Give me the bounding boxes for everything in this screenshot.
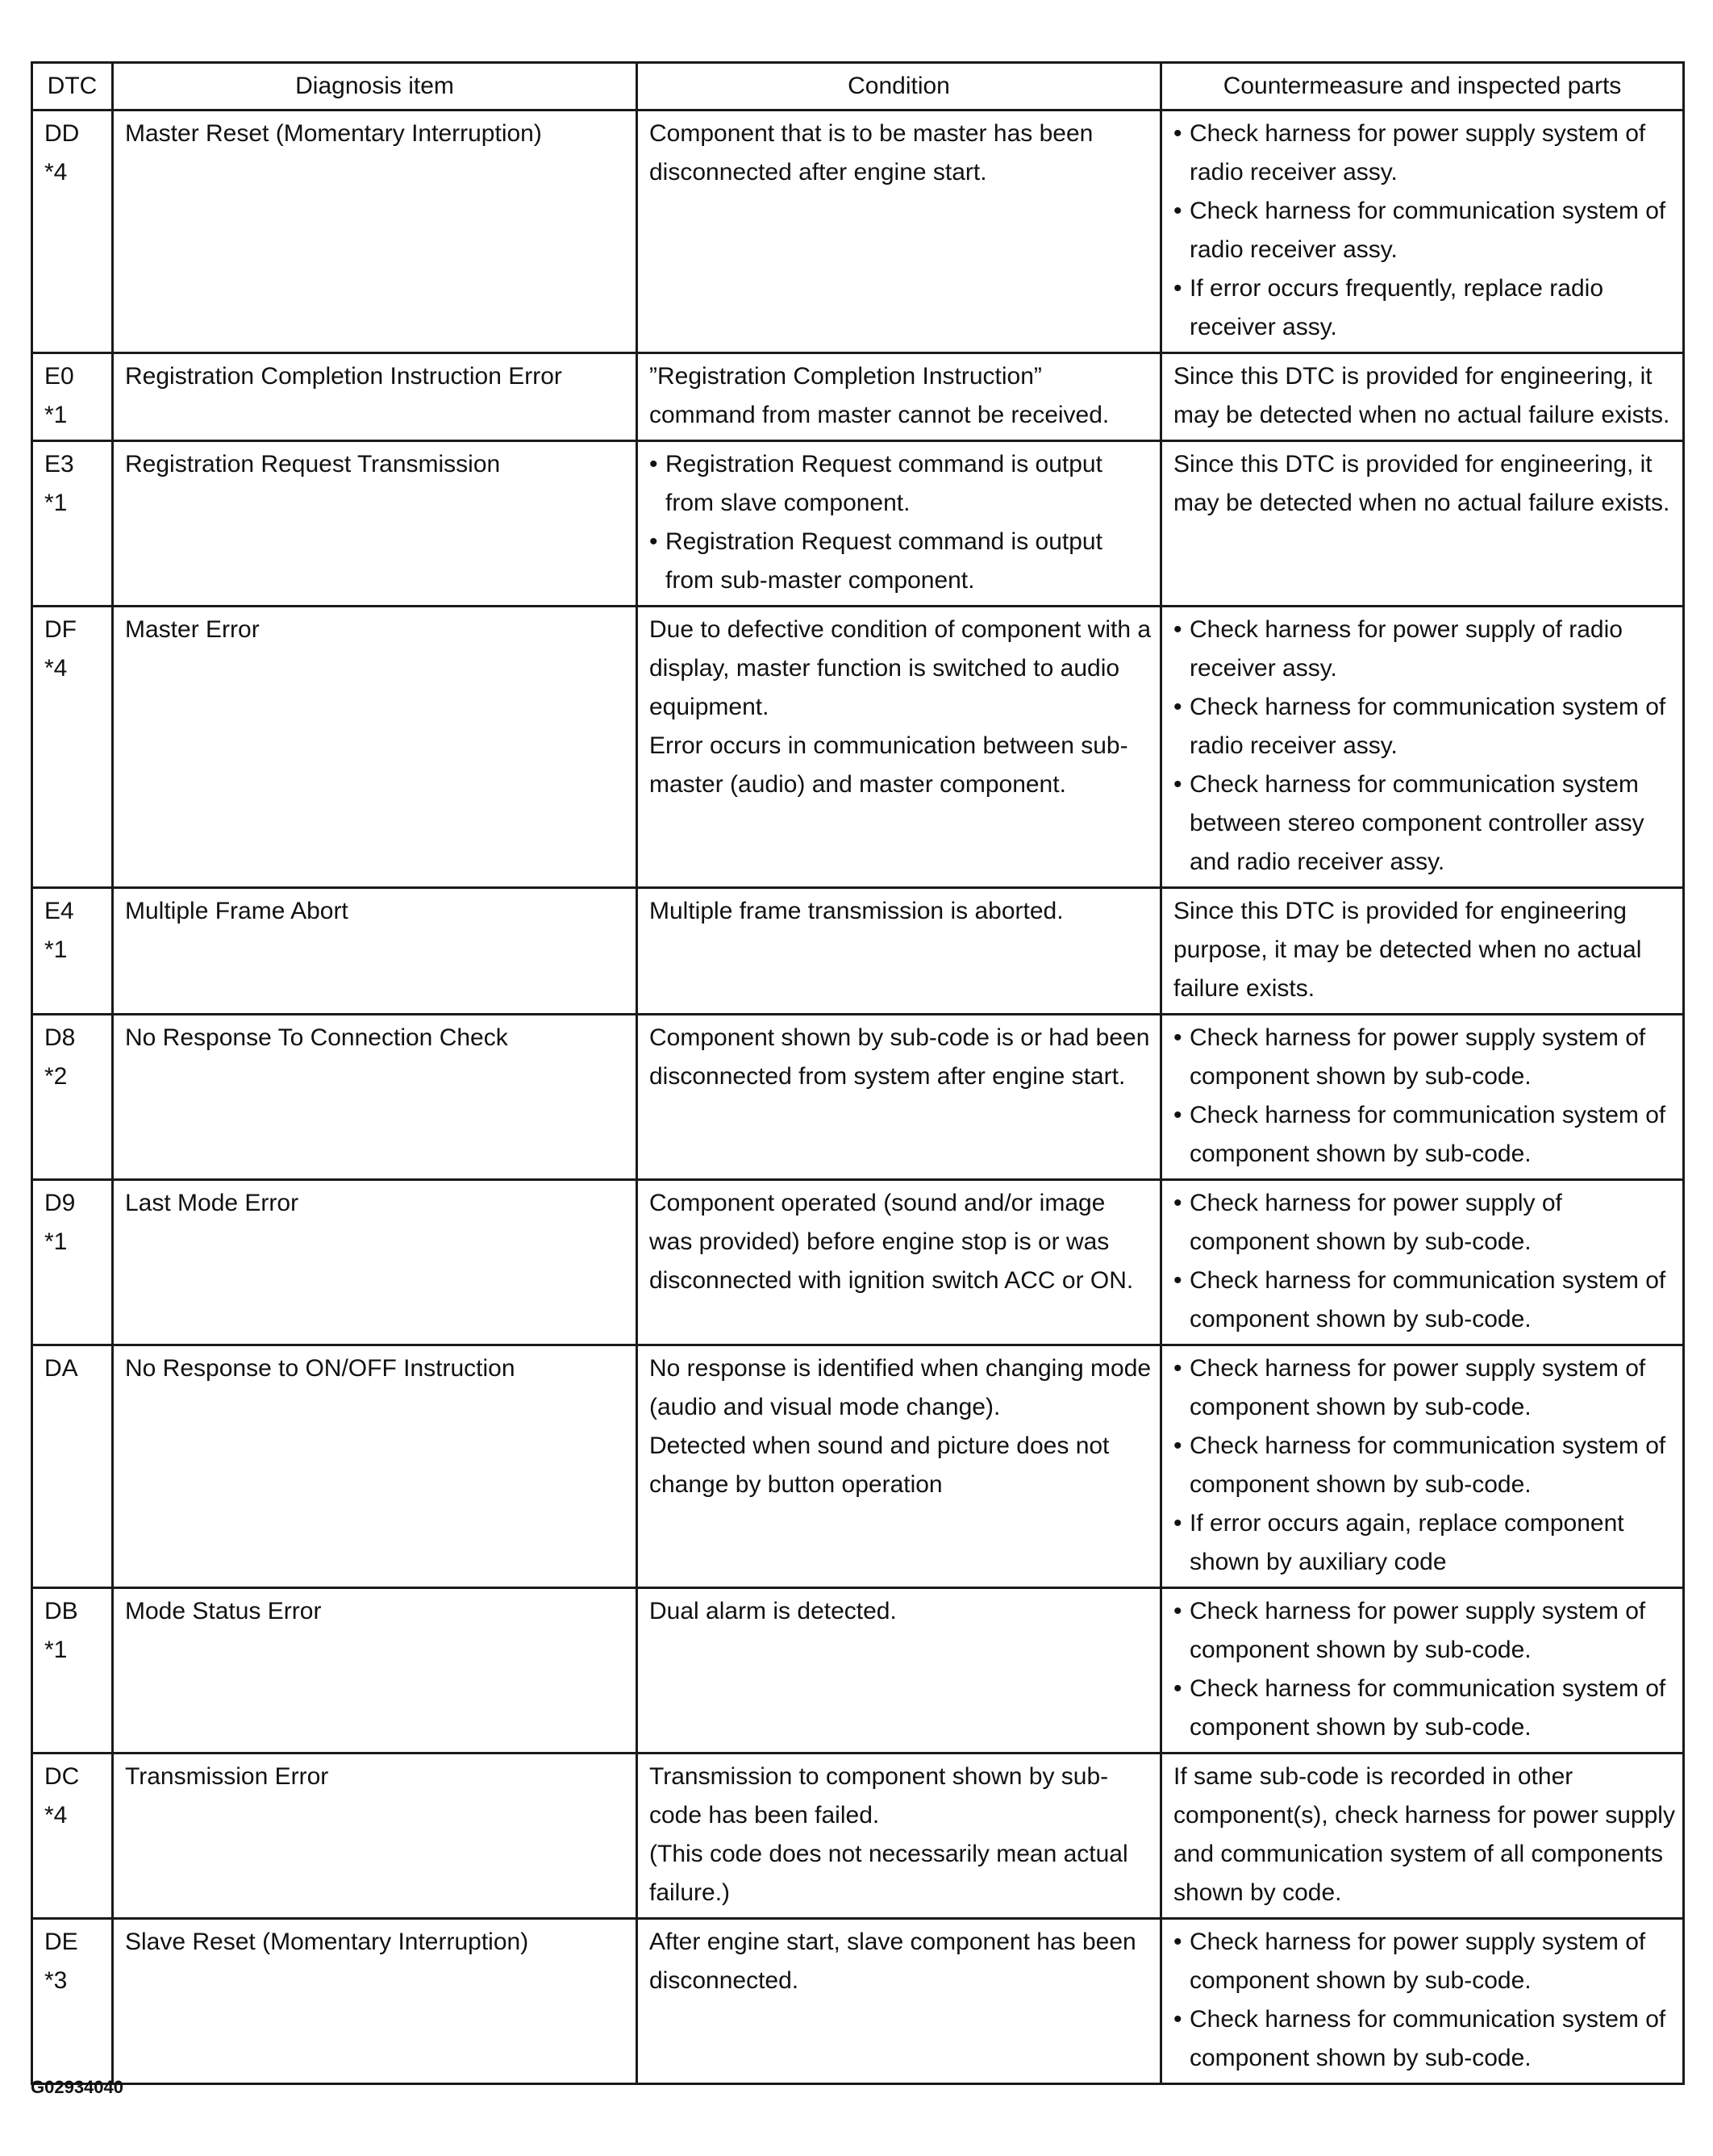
countermeasure-cell — [1161, 1345, 1684, 1588]
table-header-row — [32, 63, 1684, 111]
condition-cell-text: After engine start, slave component has been disconnected. — [649, 1929, 1136, 1994]
dtc-code: DA — [44, 1355, 78, 1382]
condition-cell — [637, 441, 1161, 607]
dtc-code: E0 — [44, 363, 74, 390]
header-diagnosis-item: Diagnosis item — [113, 63, 637, 111]
countermeasure-cell — [1161, 441, 1684, 607]
dtc-note: *4 — [44, 655, 68, 682]
diagnosis-item: Transmission Error — [113, 1754, 637, 1919]
dtc-note: *1 — [44, 1637, 68, 1663]
countermeasure-cell-list — [1173, 1019, 1676, 1174]
condition-cell-text: Transmission to component shown by sub-code has been failed. — [649, 1763, 1109, 1829]
dtc-note: *1 — [44, 402, 68, 428]
condition-cell-text: No response is identified when changing mode (audio and visual mode change). — [649, 1355, 1152, 1420]
dtc-code-cell — [32, 353, 113, 441]
countermeasure-cell-text: If same sub-code is recorded in other component(s), check harness for power supply and communication system of all components shown by code. — [1173, 1763, 1675, 1906]
countermeasure-cell-list — [1173, 1349, 1676, 1582]
condition-cell-text: Multiple frame transmission is aborted. — [649, 898, 1064, 924]
list-item: • If error occurs frequently, replace radio receiver assy. — [1173, 269, 1676, 347]
list-item: • Registration Request command is output from slave component. — [649, 445, 1153, 523]
table-row — [32, 1180, 1684, 1345]
diagnosis-item: No Response to ON/OFF Instruction — [113, 1345, 637, 1588]
countermeasure-cell — [1161, 1180, 1684, 1345]
dtc-code-cell — [32, 441, 113, 607]
dtc-code: D8 — [44, 1024, 76, 1051]
dtc-code: DE — [44, 1929, 78, 1955]
dtc-note: *4 — [44, 159, 68, 186]
condition-cell-text: Component operated (sound and/or image was provided) before engine stop is or was disconnected with ignition switch ACC or ON. — [649, 1190, 1134, 1294]
condition-cell-list — [649, 445, 1153, 600]
condition-cell-text: Detected when sound and picture does not change by button operation — [649, 1432, 1110, 1498]
dtc-note: *1 — [44, 936, 68, 963]
table-row — [32, 353, 1684, 441]
dtc-code: DF — [44, 616, 77, 643]
condition-cell — [637, 1754, 1161, 1919]
countermeasure-cell — [1161, 888, 1684, 1015]
diagnosis-item: Master Error — [113, 607, 637, 888]
dtc-code-cell — [32, 1015, 113, 1180]
condition-cell-text: Due to defective condition of component with a display, master function is switched to audio equipment. — [649, 616, 1152, 720]
table-row — [32, 111, 1684, 353]
table-row — [32, 607, 1684, 888]
dtc-code-cell — [32, 1919, 113, 2084]
condition-cell-text: ”Registration Completion Instruction” command from master cannot be received. — [649, 363, 1110, 428]
list-item: • Registration Request command is output from sub-master component. — [649, 523, 1153, 600]
list-item: • Check harness for communication system of component shown by sub-code. — [1173, 1261, 1676, 1339]
condition-cell-text: Error occurs in communication between sub-master (audio) and master component. — [649, 732, 1128, 798]
dtc-code: E4 — [44, 898, 74, 924]
condition-cell — [637, 1588, 1161, 1754]
condition-cell-text: Component shown by sub-code is or had been disconnected from system after engine start. — [649, 1024, 1150, 1090]
list-item: • Check harness for power supply system of component shown by sub-code. — [1173, 1019, 1676, 1096]
list-item: • Check harness for power supply of radio receiver assy. — [1173, 611, 1676, 688]
diagnosis-item: Last Mode Error — [113, 1180, 637, 1345]
list-item: • Check harness for power supply system of component shown by sub-code. — [1173, 1592, 1676, 1670]
list-item: • Check harness for power supply system of component shown by sub-code. — [1173, 1923, 1676, 2000]
dtc-code: E3 — [44, 451, 74, 477]
dtc-code-cell — [32, 1345, 113, 1588]
dtc-note: *3 — [44, 1967, 68, 1994]
countermeasure-cell-list — [1173, 611, 1676, 882]
dtc-code-cell — [32, 1754, 113, 1919]
dtc-code: D9 — [44, 1190, 76, 1216]
list-item: • Check harness for communication system of component shown by sub-code. — [1173, 2000, 1676, 2078]
list-item: • Check harness for communication system of component shown by sub-code. — [1173, 1427, 1676, 1504]
table-row — [32, 441, 1684, 607]
list-item: • Check harness for communication system between stereo component controller assy and radio receiver assy. — [1173, 765, 1676, 882]
dtc-code: DD — [44, 120, 80, 147]
countermeasure-cell-list — [1173, 1592, 1676, 1747]
header-countermeasure: Countermeasure and inspected parts — [1161, 63, 1684, 111]
table-row — [32, 1588, 1684, 1754]
condition-cell — [637, 1345, 1161, 1588]
countermeasure-cell — [1161, 1015, 1684, 1180]
condition-cell — [637, 1180, 1161, 1345]
dtc-code: DC — [44, 1763, 80, 1790]
diagnosis-item: Slave Reset (Momentary Interruption) — [113, 1919, 637, 2084]
countermeasure-cell — [1161, 1919, 1684, 2084]
condition-cell — [637, 353, 1161, 441]
table-row — [32, 1919, 1684, 2084]
header-dtc: DTC — [32, 63, 113, 111]
countermeasure-cell — [1161, 1754, 1684, 1919]
countermeasure-cell-text: Since this DTC is provided for engineering, it may be detected when no actual failure exists. — [1173, 363, 1670, 428]
dtc-note: *1 — [44, 1228, 68, 1255]
countermeasure-cell — [1161, 353, 1684, 441]
table-row — [32, 1015, 1684, 1180]
dtc-code-cell — [32, 111, 113, 353]
list-item: • Check harness for communication system of component shown by sub-code. — [1173, 1096, 1676, 1174]
countermeasure-cell-list — [1173, 115, 1676, 347]
diagnosis-item: Multiple Frame Abort — [113, 888, 637, 1015]
countermeasure-cell-list — [1173, 1923, 1676, 2078]
list-item: • Check harness for communication system of component shown by sub-code. — [1173, 1670, 1676, 1747]
condition-cell — [637, 1015, 1161, 1180]
dtc-code-cell — [32, 607, 113, 888]
list-item: • Check harness for power supply of component shown by sub-code. — [1173, 1184, 1676, 1261]
countermeasure-cell — [1161, 111, 1684, 353]
dtc-code: DB — [44, 1598, 78, 1624]
diagnosis-item: Mode Status Error — [113, 1588, 637, 1754]
countermeasure-cell-list — [1173, 1184, 1676, 1339]
dtc-code-cell — [32, 1588, 113, 1754]
diagnosis-item: Registration Completion Instruction Error — [113, 353, 637, 441]
table-row — [32, 1754, 1684, 1919]
countermeasure-cell — [1161, 607, 1684, 888]
list-item: • Check harness for communication system of radio receiver assy. — [1173, 192, 1676, 269]
header-condition: Condition — [637, 63, 1161, 111]
list-item: • If error occurs again, replace component shown by auxiliary code — [1173, 1504, 1676, 1582]
dtc-note: *4 — [44, 1802, 68, 1829]
diagnosis-item: Master Reset (Momentary Interruption) — [113, 111, 637, 353]
dtc-code-cell — [32, 888, 113, 1015]
list-item: • Check harness for power supply system of radio receiver assy. — [1173, 115, 1676, 192]
table-row — [32, 888, 1684, 1015]
condition-cell — [637, 111, 1161, 353]
list-item: • Check harness for power supply system of component shown by sub-code. — [1173, 1349, 1676, 1427]
condition-cell-text: Dual alarm is detected. — [649, 1598, 897, 1624]
condition-cell — [637, 888, 1161, 1015]
dtc-note: *1 — [44, 490, 68, 516]
countermeasure-cell-text: Since this DTC is provided for engineering, it may be detected when no actual failure exists. — [1173, 451, 1670, 516]
diagnosis-item: No Response To Connection Check — [113, 1015, 637, 1180]
list-item: • Check harness for communication system of radio receiver assy. — [1173, 688, 1676, 765]
table-body — [32, 111, 1684, 2084]
figure-id: G02934040 — [31, 2077, 123, 2097]
condition-cell-text: Component that is to be master has been disconnected after engine start. — [649, 120, 1094, 186]
table-row — [32, 1345, 1684, 1588]
countermeasure-cell — [1161, 1588, 1684, 1754]
condition-cell-text: (This code does not necessarily mean actual failure.) — [649, 1841, 1128, 1906]
condition-cell — [637, 607, 1161, 888]
countermeasure-cell-text: Since this DTC is provided for engineering purpose, it may be detected when no actual failure exists. — [1173, 898, 1642, 1002]
dtc-code-cell — [32, 1180, 113, 1345]
diagnosis-item: Registration Request Transmission — [113, 441, 637, 607]
dtc-note: *2 — [44, 1063, 68, 1090]
dtc-table — [31, 61, 1685, 2085]
condition-cell — [637, 1919, 1161, 2084]
